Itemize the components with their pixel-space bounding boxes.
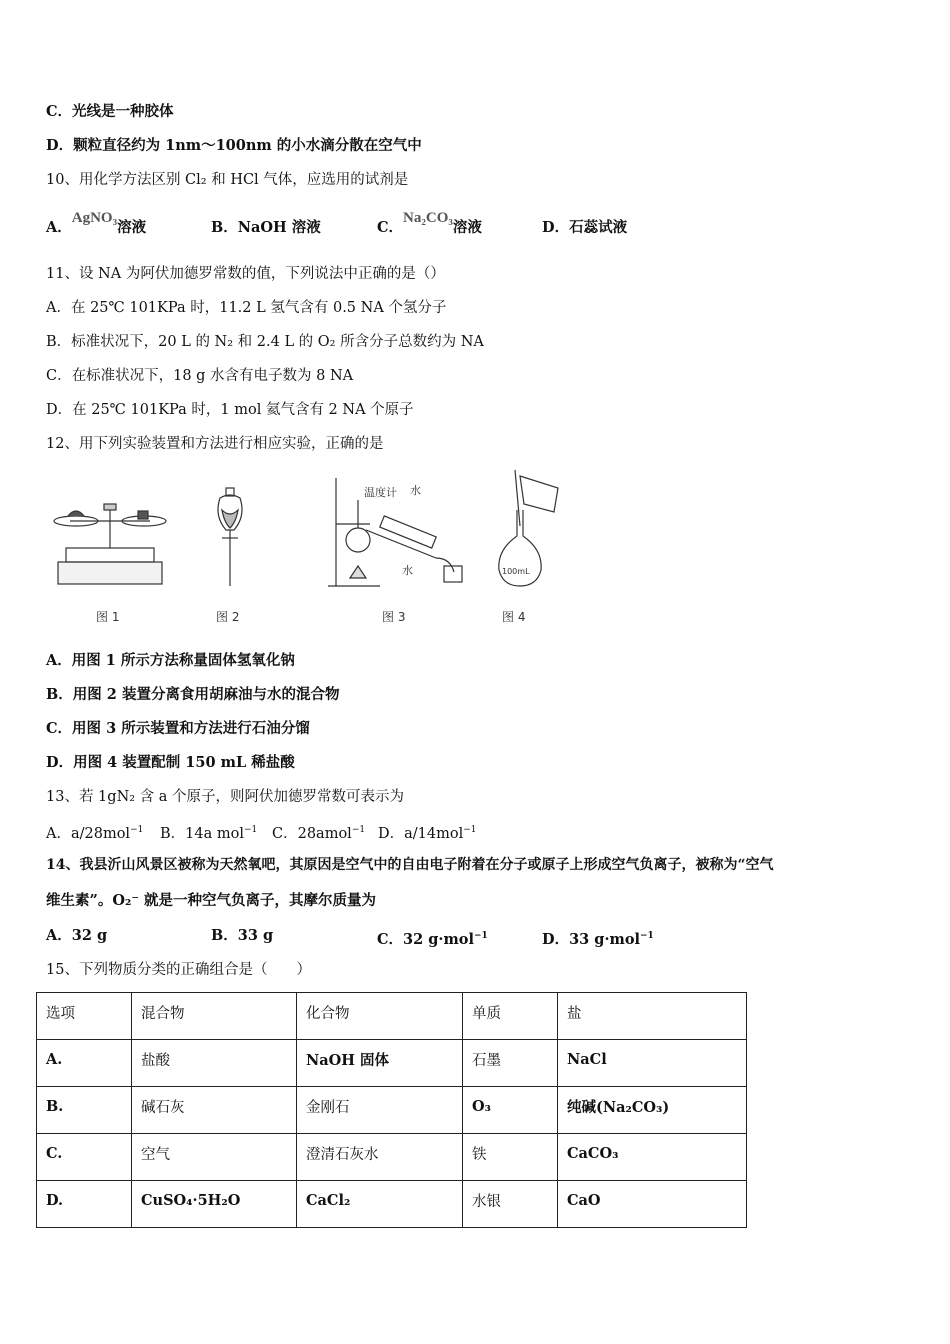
table-cell: 铁 <box>463 1134 558 1181</box>
header-cell: 选项 <box>37 993 132 1040</box>
table-cell: 盐酸 <box>132 1040 297 1087</box>
q11-option-d: D．在 25℃ 101KPa 时，1 mol 氦气含有 2 NA 个原子 <box>46 402 414 418</box>
table-cell: NaCl <box>558 1040 747 1087</box>
table-cell: B. <box>37 1087 132 1134</box>
table-header-row <box>37 993 747 1040</box>
table-cell: CuSO₄·5H₂O <box>132 1181 297 1228</box>
table-cell: A. <box>37 1040 132 1087</box>
fig3-water-top-label: 水 <box>410 484 421 497</box>
table-cell: 碱石灰 <box>132 1087 297 1134</box>
table-cell: CaCl₂ <box>297 1181 463 1228</box>
q12-stem: 12、用下列实验装置和方法进行相应实验，正确的是 <box>46 436 384 452</box>
figure-2-label: 图 2 <box>216 610 240 624</box>
table-cell: NaOH 固体 <box>297 1040 463 1087</box>
table-cell: O₃ <box>463 1087 558 1134</box>
q14-option-d: D．33 g·mol$^{-1}$ <box>542 930 654 948</box>
table-cell: 空气 <box>132 1134 297 1181</box>
q14-stem-line2: 维生素”。O₂⁻ 就是一种空气负离子，其摩尔质量为 <box>46 892 377 909</box>
q13-option-c: C．28amol$^{-1}$ <box>272 825 366 842</box>
q14-option-b: B．33 g <box>211 927 274 944</box>
header-cell: 盐 <box>558 993 747 1040</box>
q13-option-d: D．a/14mol$^{-1}$ <box>378 825 477 842</box>
q10-option-a: A．AgNO₃溶液 <box>46 210 147 236</box>
q12-option-c: C．用图 3 所示装置和方法进行石油分馏 <box>46 720 310 737</box>
table-row <box>37 1181 747 1228</box>
fig3-thermometer-label: 温度计 <box>364 486 397 499</box>
classification-table <box>36 992 747 1228</box>
table-cell: 水银 <box>463 1181 558 1228</box>
q14-option-c: C．32 g·mol$^{-1}$ <box>377 930 488 948</box>
q13-stem: 13、若 1gN₂ 含 a 个原子，则阿伏加德罗常数可表示为 <box>46 789 405 805</box>
q11-stem: 11、设 NA 为阿伏加德罗常数的值，下列说法中正确的是（） <box>46 266 445 282</box>
q13-option-b: B．14a mol$^{-1}$ <box>160 825 258 842</box>
header-cell: 单质 <box>463 993 558 1040</box>
q13-option-a: A．a/28mol$^{-1}$ <box>46 825 144 842</box>
header-cell: 化合物 <box>297 993 463 1040</box>
table-cell: D. <box>37 1181 132 1228</box>
q12-option-a: A．用图 1 所示方法称量固体氢氧化钠 <box>46 652 295 669</box>
q10-option-b: B．NaOH 溶液 <box>211 219 321 236</box>
q10-option-c: C．Na₂CO₃溶液 <box>377 210 482 236</box>
q10-option-d: D．石蕊试液 <box>542 219 628 236</box>
q10-a-formula: AgNO₃ <box>71 210 118 226</box>
q14-stem-line1: 14、我县沂山风景区被称为天然氧吧，其原因是空气中的自由电子附着在分子或原子上形成空气负离子，被称为“空气 <box>46 857 774 873</box>
q15-stem: 15、下列物质分类的正确组合是（ ） <box>46 962 311 978</box>
q9-option-c: C．光线是一种胶体 <box>46 103 174 120</box>
fig4-flask-label: 100mL <box>502 567 530 576</box>
table-row <box>37 1134 747 1181</box>
q10-c-formula: Na₂CO₃ <box>403 210 453 226</box>
table-cell: C. <box>37 1134 132 1181</box>
q12-option-d: D．用图 4 装置配制 150 mL 稀盐酸 <box>46 754 295 771</box>
header-cell: 混合物 <box>132 993 297 1040</box>
lab-apparatus-figures <box>40 466 580 602</box>
table-cell: CaCO₃ <box>558 1134 747 1181</box>
table-cell: 澄清石灰水 <box>297 1134 463 1181</box>
q11-option-c: C．在标准状况下，18 g 水含有电子数为 8 NA <box>46 368 354 384</box>
separatory-funnel-figure <box>218 488 242 586</box>
table-cell: 纯碱(Na₂CO₃) <box>558 1087 747 1134</box>
table-cell: 金刚石 <box>297 1087 463 1134</box>
table-row <box>37 1087 747 1134</box>
table-cell: 石墨 <box>463 1040 558 1087</box>
q9-option-d: D．颗粒直径约为 1nm～100nm 的小水滴分散在空气中 <box>46 137 422 154</box>
figure-1-label: 图 1 <box>96 610 120 624</box>
table-row <box>37 1040 747 1087</box>
figure-4-label: 图 4 <box>502 610 526 624</box>
table-cell: CaO <box>558 1181 747 1228</box>
q12-option-b: B．用图 2 装置分离食用胡麻油与水的混合物 <box>46 686 340 703</box>
q10-stem: 10、用化学方法区别 Cl₂ 和 HCl 气体，应选用的试剂是 <box>46 172 409 188</box>
q14-option-a: A．32 g <box>46 927 108 944</box>
balance-figure <box>54 504 166 584</box>
figure-3-label: 图 3 <box>382 610 406 624</box>
q11-option-b: B．标准状况下，20 L 的 N₂ 和 2.4 L 的 O₂ 所含分子总数约为 NA <box>46 334 484 350</box>
fig3-water-bottom-label: 水 <box>402 564 413 577</box>
q11-option-a: A．在 25℃ 101KPa 时，11.2 L 氢气含有 0.5 NA 个氢分子 <box>46 300 447 316</box>
